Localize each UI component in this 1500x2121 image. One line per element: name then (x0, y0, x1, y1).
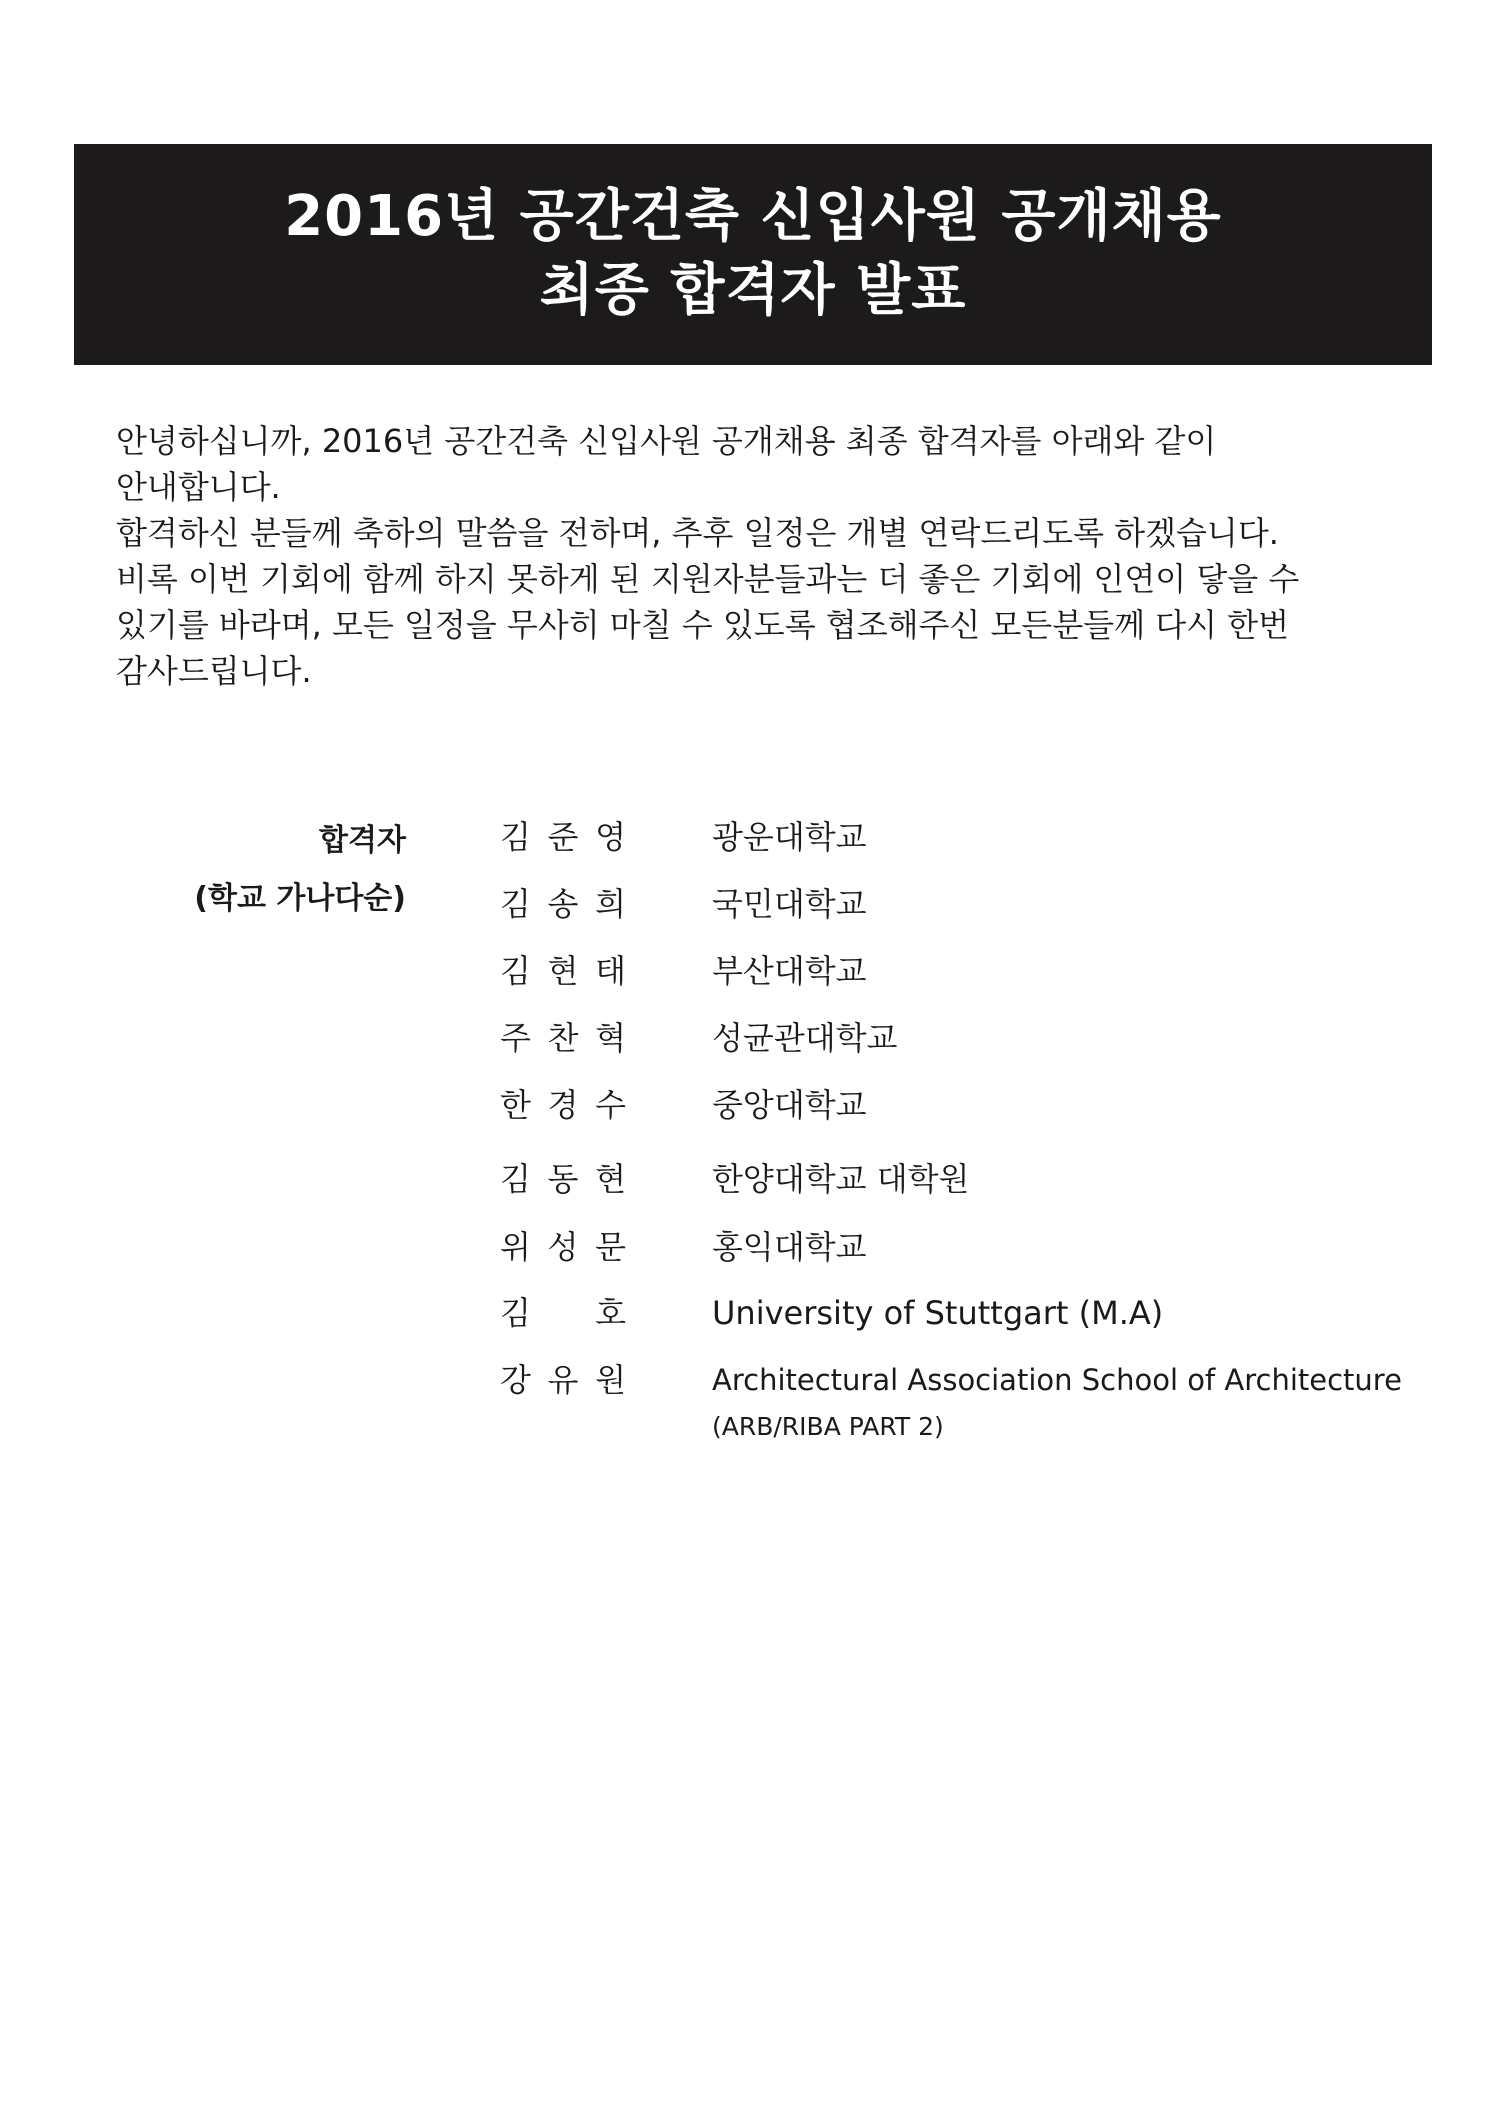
page-subtitle: 최종 합격자 발표 (539, 258, 967, 323)
intro-line: 안내합니다. (116, 468, 281, 506)
candidate-name: 한 경 수 (500, 1086, 626, 1124)
intro-line: 합격하신 분들께 축하의 말씀을 전하며, 추후 일정은 개별 연락드리도록 하겠습니다. (116, 514, 1279, 552)
candidate-school: 중앙대학교 (712, 1086, 867, 1124)
candidate-school: 한양대학교 대학원 (712, 1160, 970, 1198)
results-label-block (150, 812, 406, 928)
candidate-row (500, 812, 1400, 862)
candidate-school-note: (ARB/RIBA PART 2) (712, 1412, 944, 1441)
candidate-row (500, 879, 1400, 929)
results-sort-note: (학교 가나다순) (194, 881, 406, 916)
candidate-row (500, 946, 1400, 996)
intro-line: 감사드립니다. (116, 652, 312, 690)
candidate-school: 부산대학교 (712, 952, 867, 990)
intro-paragraph (116, 418, 1416, 694)
candidate-school: 국민대학교 (712, 885, 867, 923)
candidate-name: 김 동 현 (500, 1160, 626, 1198)
candidate-name: 주 찬 혁 (500, 1019, 626, 1057)
candidate-row (500, 1288, 1400, 1338)
title-banner (74, 144, 1432, 365)
candidate-school: 성균관대학교 (712, 1019, 898, 1057)
candidate-row (500, 1154, 1400, 1204)
candidate-name: 김 호 (500, 1294, 626, 1332)
candidate-name: 강 유 원 (500, 1361, 626, 1399)
candidate-row (500, 1013, 1400, 1063)
candidate-row (500, 1222, 1400, 1272)
candidate-name: 위 성 문 (500, 1228, 626, 1266)
candidate-name: 김 준 영 (500, 818, 626, 856)
candidate-school: 홍익대학교 (712, 1228, 867, 1266)
candidate-school: University of Stuttgart (M.A) (712, 1294, 1164, 1332)
intro-line: 비록 이번 기회에 함께 하지 못하게 된 지원자분들과는 더 좋은 기회에 인연이 닿을 수 (116, 560, 1300, 598)
intro-line: 안녕하십니까, 2016년 공간건축 신입사원 공개채용 최종 합격자를 아래와 같이 (116, 422, 1217, 460)
intro-line: 있기를 바라며, 모든 일정을 무사히 마칠 수 있도록 협조해주신 모든분들께 다시 한번 (116, 606, 1290, 644)
candidate-name: 김 현 태 (500, 952, 626, 990)
candidate-name: 김 송 희 (500, 885, 626, 923)
candidate-row (500, 1080, 1400, 1130)
candidate-school: Architectural Association School of Architecture (712, 1363, 1402, 1397)
page-title: 2016년 공간건축 신입사원 공개채용 (284, 184, 1222, 249)
candidate-school: 광운대학교 (712, 818, 867, 856)
candidate-row (500, 1355, 1402, 1441)
results-label: 합격자 (319, 823, 406, 858)
